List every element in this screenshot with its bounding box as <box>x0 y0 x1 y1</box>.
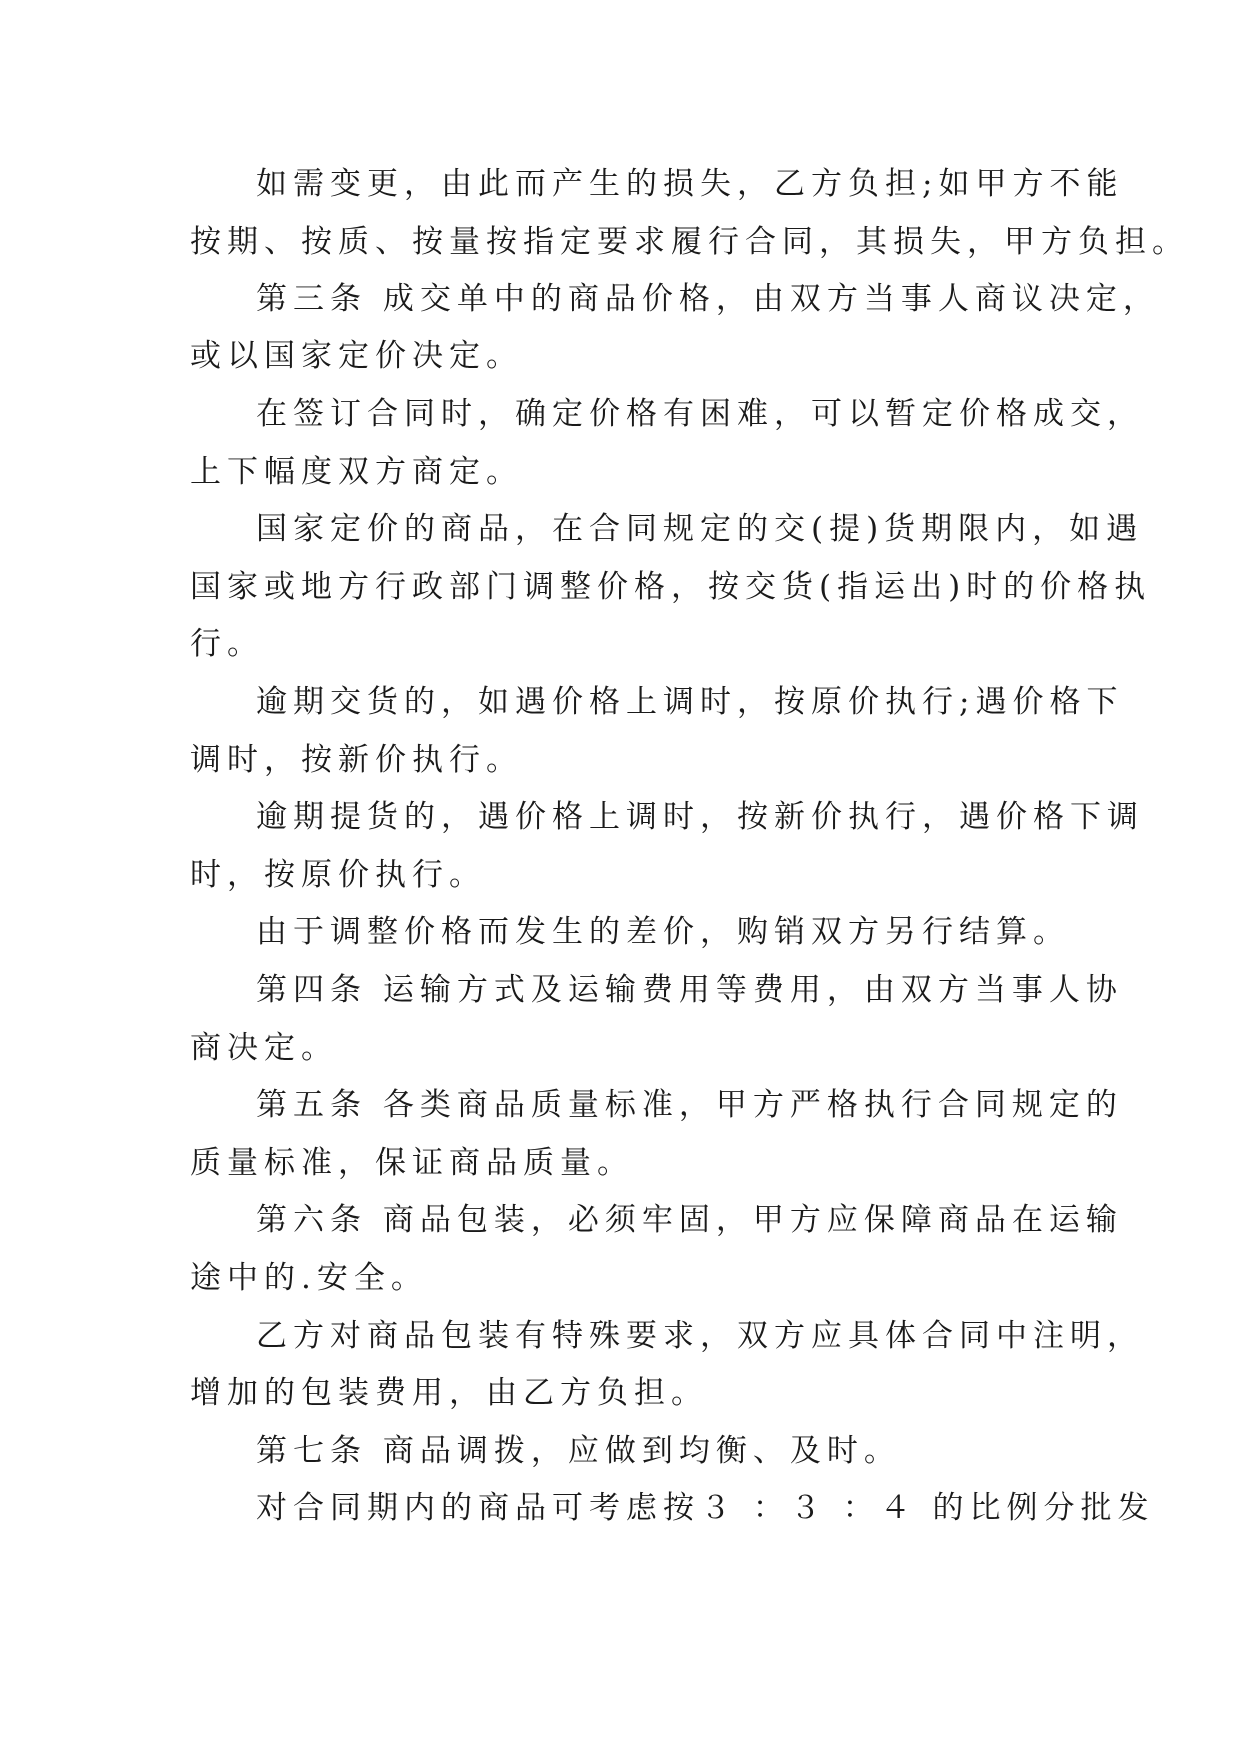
text-line: 时，按原价执行。 <box>190 857 486 893</box>
text-line: 逾期提货的，遇价格上调时，按新价执行，遇价格下调 <box>256 799 1144 835</box>
text-line: 如需变更，由此而产生的损失，乙方负担;如甲方不能 <box>256 166 1124 202</box>
text-line: 商决定。 <box>190 1030 338 1066</box>
text-line: 增加的包装费用，由乙方负担。 <box>190 1375 708 1411</box>
text-line: 第六条 商品包装，必须牢固，甲方应保障商品在运输 <box>256 1202 1123 1238</box>
text-line: 在签订合同时，确定价格有困难，可以暂定价格成交， <box>256 396 1144 432</box>
text-line: 行。 <box>190 626 264 662</box>
text-line: 国家或地方行政部门调整价格，按交货(指运出)时的价格执 <box>190 569 1152 605</box>
text-line: 国家定价的商品，在合同规定的交(提)货期限内，如遇 <box>256 511 1144 547</box>
text-line: 乙方对商品包装有特殊要求，双方应具体合同中注明， <box>256 1318 1144 1354</box>
text-line: 途中的.安全。 <box>190 1260 428 1296</box>
text-line: 第五条 各类商品质量标准，甲方严格执行合同规定的 <box>256 1087 1123 1123</box>
text-line: 第三条 成交单中的商品价格，由双方当事人商议决定， <box>256 281 1160 317</box>
text-line: 逾期交货的，如遇价格上调时，按原价执行;遇价格下 <box>256 684 1124 720</box>
text-line: 上下幅度双方商定。 <box>190 454 523 490</box>
text-line: 第七条 商品调拨，应做到均衡、及时。 <box>256 1433 901 1469</box>
text-line: 第四条 运输方式及运输费用等费用，由双方当事人协 <box>256 972 1123 1008</box>
text-line: 调时，按新价执行。 <box>190 742 523 778</box>
text-line: 由于调整价格而发生的差价，购销双方另行结算。 <box>256 914 1070 950</box>
text-line: 质量标准，保证商品质量。 <box>190 1145 634 1181</box>
text-line: 按期、按质、按量按指定要求履行合同，其损失，甲方负担。 <box>190 224 1189 260</box>
text-line: 对合同期内的商品可考虑按３ ：３ ：４ 的比例分批发 <box>256 1490 1155 1526</box>
text-line: 或以国家定价决定。 <box>190 338 523 374</box>
